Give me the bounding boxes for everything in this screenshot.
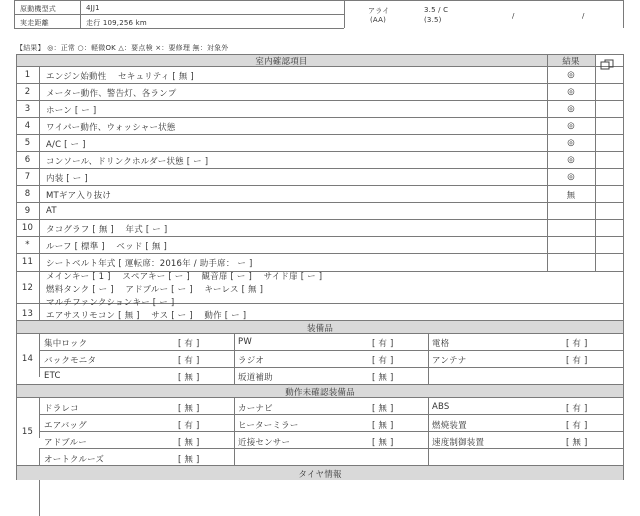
unconfirmed-item-name: アドブルー: [44, 438, 87, 448]
equipment-item-value: [ 無 ]: [372, 373, 394, 383]
unconfirmed-item-value: [ 有 ]: [178, 421, 200, 431]
grade-mark-1: /: [512, 12, 515, 20]
unconfirmed-item-name: ヒーターミラー: [238, 421, 299, 431]
equipment-item-value: [ 有 ]: [178, 339, 200, 349]
row-result: ◎: [567, 138, 575, 148]
row-result: ◎: [567, 87, 575, 97]
row-number: 12: [21, 283, 34, 293]
row-number: 2: [24, 87, 31, 97]
equipment-item-value: [ 有 ]: [372, 356, 394, 366]
keys-line-3: マルチファンクションキー [ ー ]: [46, 298, 175, 308]
row-result: ◎: [567, 172, 575, 182]
unconfirmed-item-name: 速度制御装置: [432, 438, 485, 448]
row-number: 8: [24, 189, 31, 199]
equipment-item-value: [ 無 ]: [178, 373, 200, 383]
row-number: 15: [21, 427, 34, 437]
section-title-interior: 室内確認項目: [255, 57, 308, 67]
unconfirmed-item-name: 近接センサー: [238, 438, 291, 448]
unconfirmed-item-name: エアバッグ: [44, 421, 87, 431]
equipment-item-name: ラジオ: [238, 356, 265, 366]
row-label: シートベルト年式 [ 運転席：2016年 / 助手席： ー ]: [46, 259, 253, 269]
equipment-item-name: アンテナ: [432, 356, 467, 366]
unconfirmed-item-value: [ 無 ]: [372, 421, 394, 431]
engine-model-label: 原動機型式: [20, 5, 56, 13]
equipment-item-value: [ 有 ]: [566, 356, 588, 366]
grade-mark-2: /: [582, 12, 585, 20]
row-number: 14: [21, 354, 34, 364]
unconfirmed-item-value: [ 無 ]: [372, 404, 394, 414]
unconfirmed-item-name: ABS: [432, 402, 450, 412]
equipment-item-name: PW: [238, 337, 252, 347]
row-number: 1: [24, 70, 31, 80]
row-label: A/C [ ー ]: [46, 140, 86, 150]
result-legend: 【結果】 ◎：正常 ○：軽微OK △：要点検 ×：要修理 無：対象外: [16, 44, 229, 52]
row-result: 無: [566, 191, 576, 201]
keys-line-2: 燃料タンク [ ー ] アドブルー [ ー ] キーレス [ 無 ]: [46, 285, 264, 295]
equipment-item-name: 電格: [432, 339, 450, 349]
row-label: 内装 [ ー ]: [46, 174, 88, 184]
row-result: ◎: [567, 121, 575, 131]
row-label: MTギア入り抜け: [46, 191, 112, 201]
mileage-label: 実走距離: [20, 19, 49, 27]
equipment-item-name: ETC: [44, 371, 61, 381]
section-title-tire: タイヤ情報: [298, 470, 342, 480]
equipment-item-value: [ 有 ]: [178, 356, 200, 366]
unconfirmed-item-name: カーナビ: [238, 404, 273, 414]
row-label: エンジン始動性 セキュリティ [ 無 ]: [46, 72, 194, 82]
row-number: 13: [21, 309, 34, 319]
row-label: メーター動作、警告灯、各ランプ: [46, 89, 177, 99]
unconfirmed-item-value: [ 有 ]: [566, 421, 588, 431]
equipment-item-name: バックモニタ: [44, 356, 97, 366]
equipment-item-name: 集中ロック: [44, 339, 88, 349]
unconfirmed-item-value: [ 有 ]: [566, 404, 588, 414]
row-number: 7: [24, 172, 31, 182]
row-number: 3: [24, 104, 31, 114]
row-label: コンソール、ドリンクホルダー状態 [ ー ]: [46, 157, 209, 167]
mileage-value: 走行 109,256 km: [86, 19, 147, 27]
row-number: 10: [21, 223, 34, 233]
row-result: ◎: [567, 155, 575, 165]
row-number: 4: [24, 121, 31, 131]
row-label: AT: [46, 206, 57, 216]
row-number: *: [25, 240, 30, 250]
grade-value-1: 3.5 / C: [424, 6, 449, 14]
unconfirmed-item-name: ドラレコ: [44, 404, 79, 414]
keys-line-1: メインキー [ 1 ] スペアキー [ ー ] 観音扉 [ ー ] サイド扉 [ ー ]: [46, 272, 323, 282]
row-number: 9: [24, 206, 31, 216]
row-number: 5: [24, 138, 31, 148]
equipment-item-value: [ 有 ]: [566, 339, 588, 349]
row-label: ルーフ [ 標準 ] ベッド [ 無 ]: [46, 242, 167, 252]
row-label: エアサスリモコン [ 無 ] サス [ ー ] 動作 [ ー ]: [46, 311, 247, 321]
grade-label-1: アライ: [368, 7, 390, 15]
unconfirmed-item-value: [ 無 ]: [372, 438, 394, 448]
row-result: ◎: [567, 104, 575, 114]
equipment-item-name: 坂道補助: [238, 373, 273, 383]
equipment-item-value: [ 有 ]: [372, 339, 394, 349]
unconfirmed-item-value: [ 無 ]: [566, 438, 588, 448]
row-result: ◎: [567, 70, 575, 80]
unconfirmed-item-value: [ 無 ]: [178, 455, 200, 465]
section-title-unconfirmed: 動作未確認装備品: [285, 388, 355, 398]
row-label: タコグラフ [ 無 ] 年式 [ ー ]: [46, 225, 168, 235]
unconfirmed-item-name: オートクルーズ: [44, 455, 105, 465]
copy-icon[interactable]: [600, 55, 614, 66]
unconfirmed-item-name: 燃焼装置: [432, 421, 467, 431]
row-label: ワイパー動作、ウォッシャー状態: [46, 123, 176, 133]
unconfirmed-item-value: [ 無 ]: [178, 438, 200, 448]
row-number: 11: [21, 257, 34, 267]
row-label: ホーン [ ー ]: [46, 106, 97, 116]
unconfirmed-item-value: [ 無 ]: [178, 404, 200, 414]
grade-value-2: (3.5): [424, 16, 442, 24]
row-number: 6: [24, 155, 31, 165]
grade-label-2: (AA): [370, 16, 387, 24]
result-column-header: 結果: [562, 57, 580, 67]
engine-model-value: 4JJ1: [86, 4, 100, 12]
section-title-equipment: 装備品: [306, 324, 334, 334]
